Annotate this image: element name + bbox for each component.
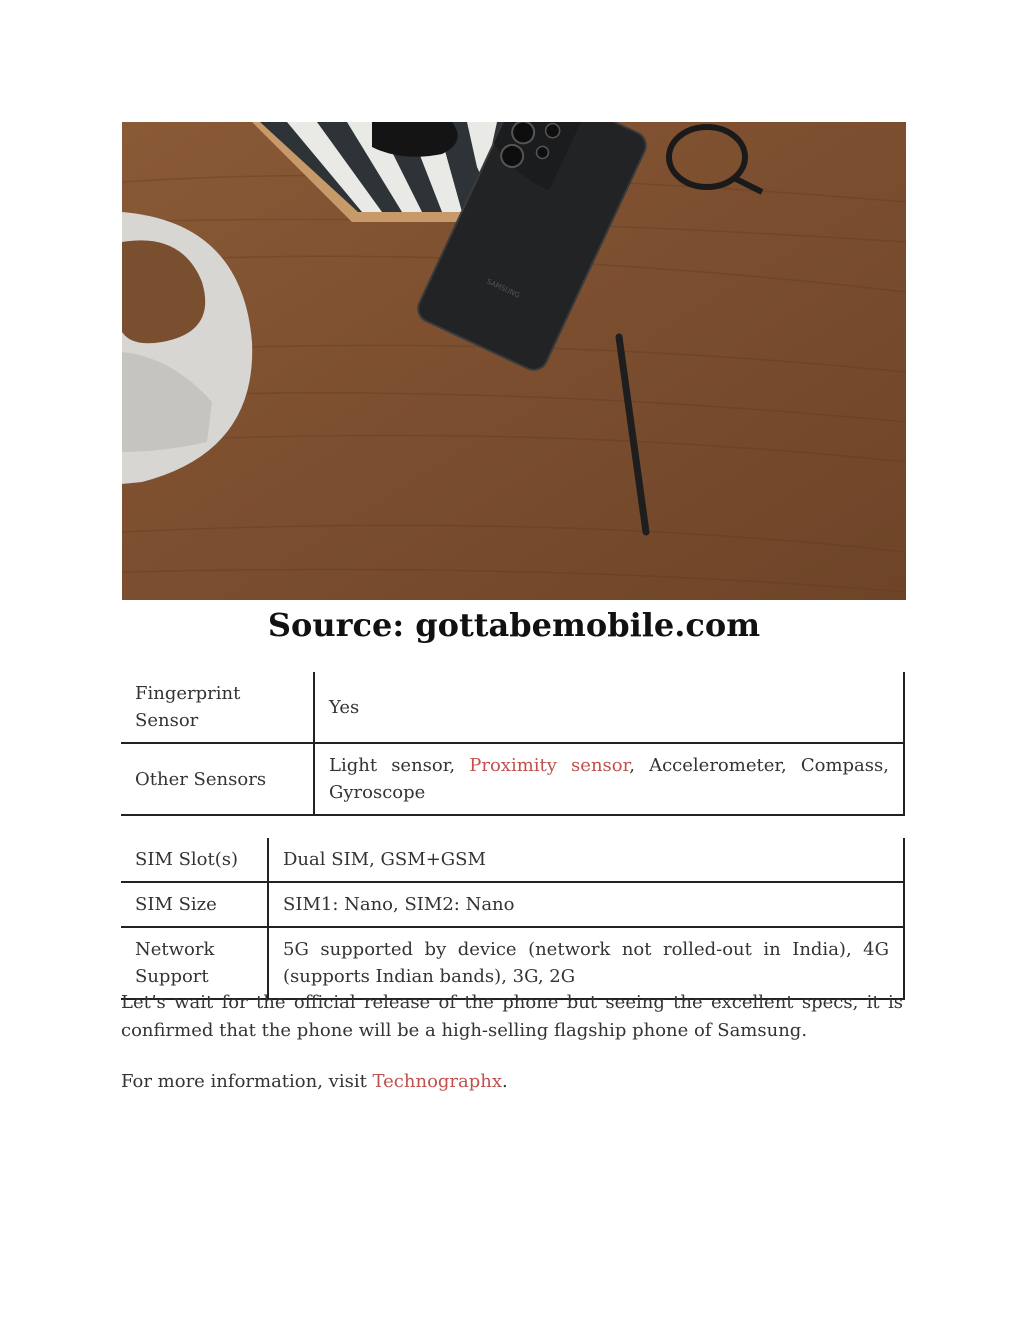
- row-value: Dual SIM, GSM+GSM: [268, 838, 904, 882]
- more-info-paragraph: For more information, visit Technographx.: [121, 1071, 508, 1092]
- table-row: [121, 672, 904, 743]
- row-value: 5G supported by device (network not rolled-out in India), 4G (supports Indian bands), 3G, 2G: [268, 927, 904, 999]
- row-value: Light sensor, Proximity sensor, Accelerometer, Compass, Gyroscope: [314, 743, 904, 815]
- product-photo: [122, 122, 906, 600]
- sensors-table: [121, 672, 905, 816]
- proximity-sensor-link[interactable]: Proximity sensor: [469, 755, 630, 776]
- phone-on-desk-illustration: [122, 122, 906, 600]
- technographx-link[interactable]: Technographx: [372, 1071, 503, 1092]
- table-row: [121, 838, 904, 882]
- row-label: Fingerprint Sensor: [121, 672, 314, 743]
- conclusion-paragraph: Let’s wait for the official release of the phone but seeing the excellent specs, it is confirmed that the phone will be a high-selling flagship phone of Samsung.: [121, 992, 903, 1041]
- svg-text:SAMSUNG: SAMSUNG: [485, 277, 522, 300]
- table-row: [121, 882, 904, 927]
- row-label: SIM Slot(s): [121, 838, 268, 882]
- row-value: SIM1: Nano, SIM2: Nano: [268, 882, 904, 927]
- row-label: Other Sensors: [121, 743, 314, 815]
- table-row: [121, 743, 904, 815]
- row-label: Network Support: [121, 927, 268, 999]
- row-label: SIM Size: [121, 882, 268, 927]
- sim-network-table: [121, 838, 905, 1000]
- image-caption: Source: gottabemobile.com: [267, 606, 761, 644]
- row-value: Yes: [314, 672, 904, 743]
